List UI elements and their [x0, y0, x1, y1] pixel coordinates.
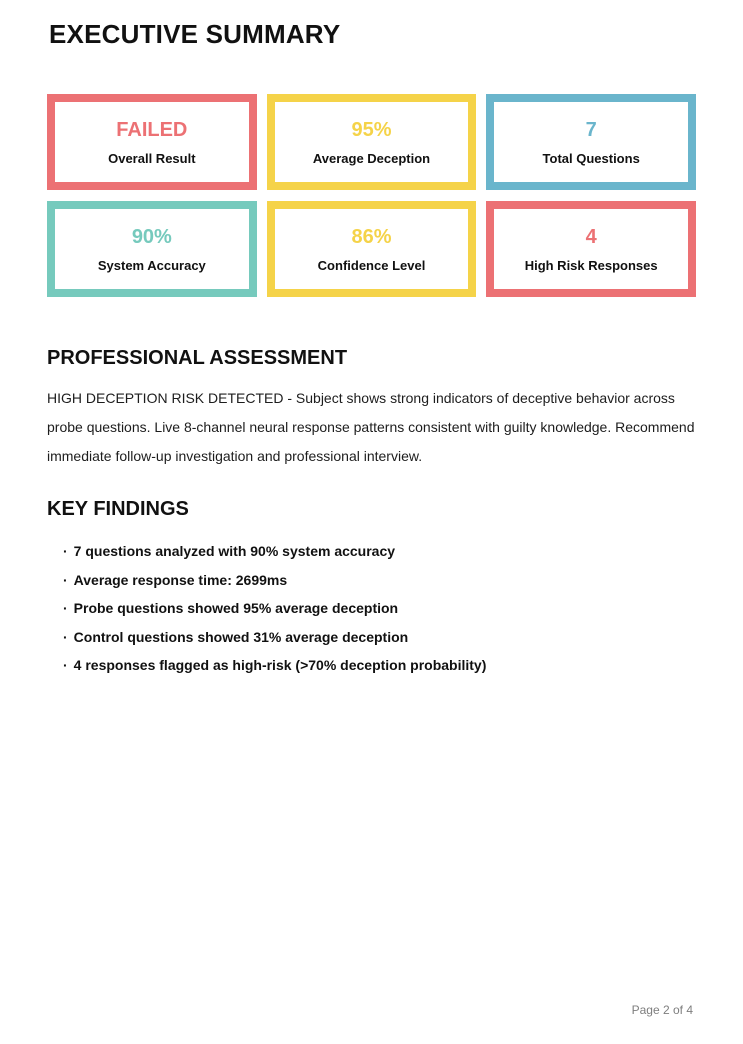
stat-card-confidence-level [267, 201, 477, 297]
key-finding-text: Average response time: 2699ms [73, 571, 288, 588]
stat-cards-grid [47, 94, 696, 297]
key-finding-item [63, 537, 696, 566]
key-finding-item [63, 651, 696, 680]
stat-card-total-questions [486, 94, 696, 190]
key-finding-item [63, 594, 696, 623]
key-finding-item [63, 566, 696, 595]
stat-card-system-accuracy [47, 201, 257, 297]
stat-label-overall-result: Overall Result [108, 150, 196, 166]
stat-label-confidence-level: Confidence Level [317, 257, 426, 273]
bullet-icon: · [63, 543, 68, 559]
professional-assessment-heading: PROFESSIONAL ASSESSMENT [47, 347, 348, 369]
stat-label-total-questions: Total Questions [542, 150, 640, 166]
stat-card-average-deception [267, 94, 477, 190]
stat-label-high-risk-responses: High Risk Responses [524, 257, 658, 273]
key-finding-text: Control questions showed 31% average deception [73, 628, 409, 645]
stat-value-average-deception: 95% [351, 118, 392, 141]
key-finding-text: Probe questions showed 95% average deception [73, 600, 399, 616]
stat-value-total-questions: 7 [585, 118, 597, 141]
stat-value-confidence-level: 86% [351, 225, 392, 248]
key-finding-text: 7 questions analyzed with 90% system accuracy [73, 543, 396, 559]
stat-value-overall-result: FAILED [116, 118, 188, 141]
stat-card-overall-result [47, 94, 257, 190]
page-title: EXECUTIVE SUMMARY [49, 19, 341, 49]
stat-label-system-accuracy: System Accuracy [97, 257, 206, 273]
stat-card-high-risk-responses [486, 201, 696, 297]
stat-value-system-accuracy: 90% [131, 225, 172, 248]
bullet-icon: · [63, 628, 68, 645]
key-finding-text: 4 responses flagged as high-risk (>70% deception probability) [73, 657, 487, 673]
page-number: Page 2 of 4 [631, 1003, 693, 1017]
key-findings-list [47, 537, 696, 680]
professional-assessment-body: HIGH DECEPTION RISK DETECTED - Subject shows strong indicators of deceptive behavior across probe questions. Live 8-channel neural response patterns consistent with guilty knowledge. Recommend immediate follow-up investigation and professional interview. [47, 390, 695, 464]
stat-label-average-deception: Average Deception [312, 150, 431, 166]
bullet-icon: · [63, 571, 68, 588]
bullet-icon: · [63, 657, 68, 673]
stat-value-high-risk-responses: 4 [585, 225, 597, 248]
key-findings-heading: KEY FINDINGS [47, 498, 189, 520]
bullet-icon: · [63, 600, 68, 616]
key-finding-item [63, 623, 696, 652]
